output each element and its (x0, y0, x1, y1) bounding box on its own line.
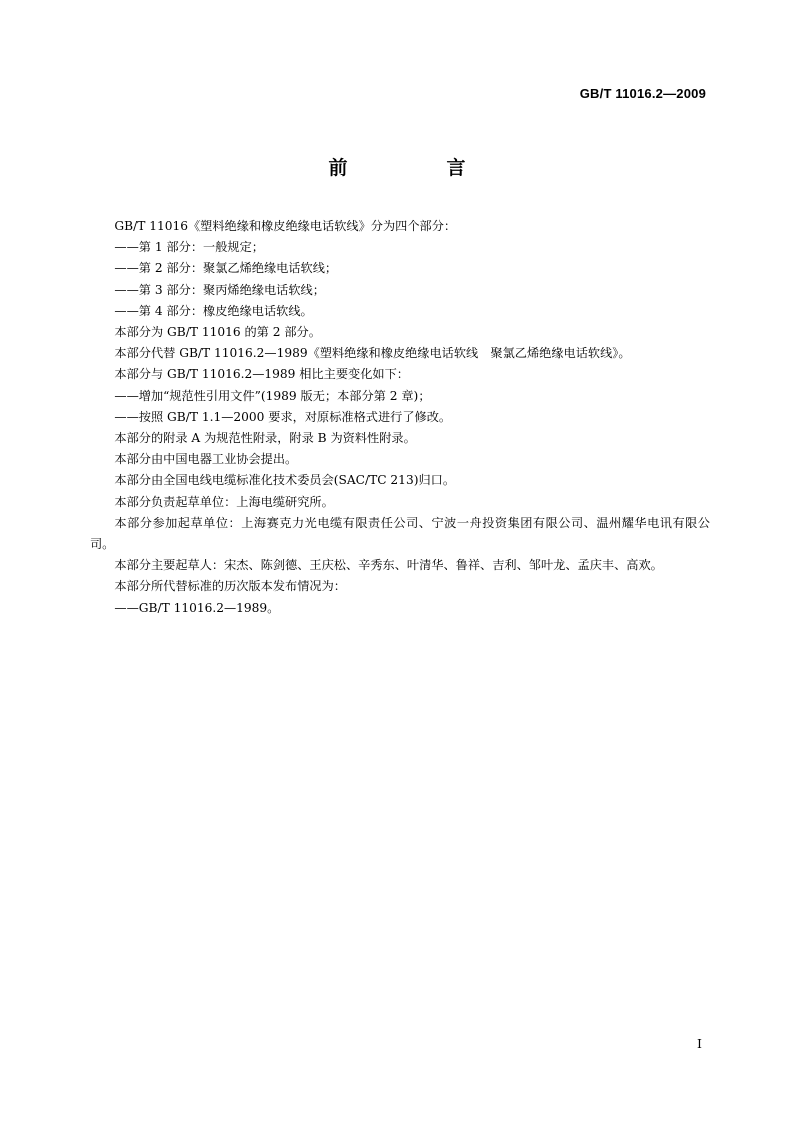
paragraph-drafting-unit: 本部分负责起草单位：上海电缆研究所。 (114, 494, 334, 509)
list-item-change-2: ——按照 GB/T 1.1—2000 要求，对原标准格式进行了修改。 (114, 409, 452, 424)
paragraph-drafters: 本部分主要起草人：宋杰、陈剑德、王庆松、辛秀东、叶清华、鲁祥、吉利、邹叶龙、孟庆丰、高欢。 (114, 558, 663, 573)
standard-code: GB/T 11016.2—2009 (579, 86, 706, 101)
list-item-part-1: ——第 1 部分：一般规定； (114, 240, 264, 255)
paragraph-parts-intro: GB/T 11016《塑料绝缘和橡皮绝缘电话软线》分为四个部分： (114, 219, 457, 233)
paragraph-history-intro: 本部分所代替标准的历次版本发布情况为： (114, 579, 346, 594)
paragraph-this-part: 本部分为 GB/T 11016 的第 2 部分。 (114, 325, 321, 340)
paragraph-annexes: 本部分的附录 A 为规范性附录，附录 B 为资料性附录。 (114, 431, 416, 446)
list-item-part-3: ——第 3 部分：聚丙烯绝缘电话软线； (114, 282, 325, 297)
page-number: I (697, 1036, 702, 1051)
paragraph-proposed-by: 本部分由中国电器工业协会提出。 (114, 452, 298, 467)
list-item-part-2: ——第 2 部分：聚氯乙烯绝缘电话软线； (114, 261, 338, 276)
paragraph-participating-units: 本部分参加起草单位：上海赛克力光电缆有限责任公司、宁波一舟投资集团有限公司、温州耀华电讯有限公司。 (90, 515, 710, 552)
list-item-part-4: ——第 4 部分：橡皮绝缘电话软线。 (114, 303, 313, 318)
page-title: 前 言 (328, 157, 506, 179)
paragraph-changes-intro: 本部分与 GB/T 11016.2—1989 相比主要变化如下： (114, 367, 409, 382)
preface-body (90, 216, 710, 619)
list-item-change-1: ——增加“规范性引用文件”(1989 版无；本部分第 2 章)； (114, 388, 431, 403)
list-item-history-1: ——GB/T 11016.2—1989。 (114, 600, 280, 615)
paragraph-replaces: 本部分代替 GB/T 11016.2—1989《塑料绝缘和橡皮绝缘电话软线 聚氯乙烯绝缘电话软线》。 (114, 346, 631, 361)
paragraph-centralized-by: 本部分由全国电线电缆标准化技术委员会(SAC/TC 213)归口。 (114, 473, 456, 488)
